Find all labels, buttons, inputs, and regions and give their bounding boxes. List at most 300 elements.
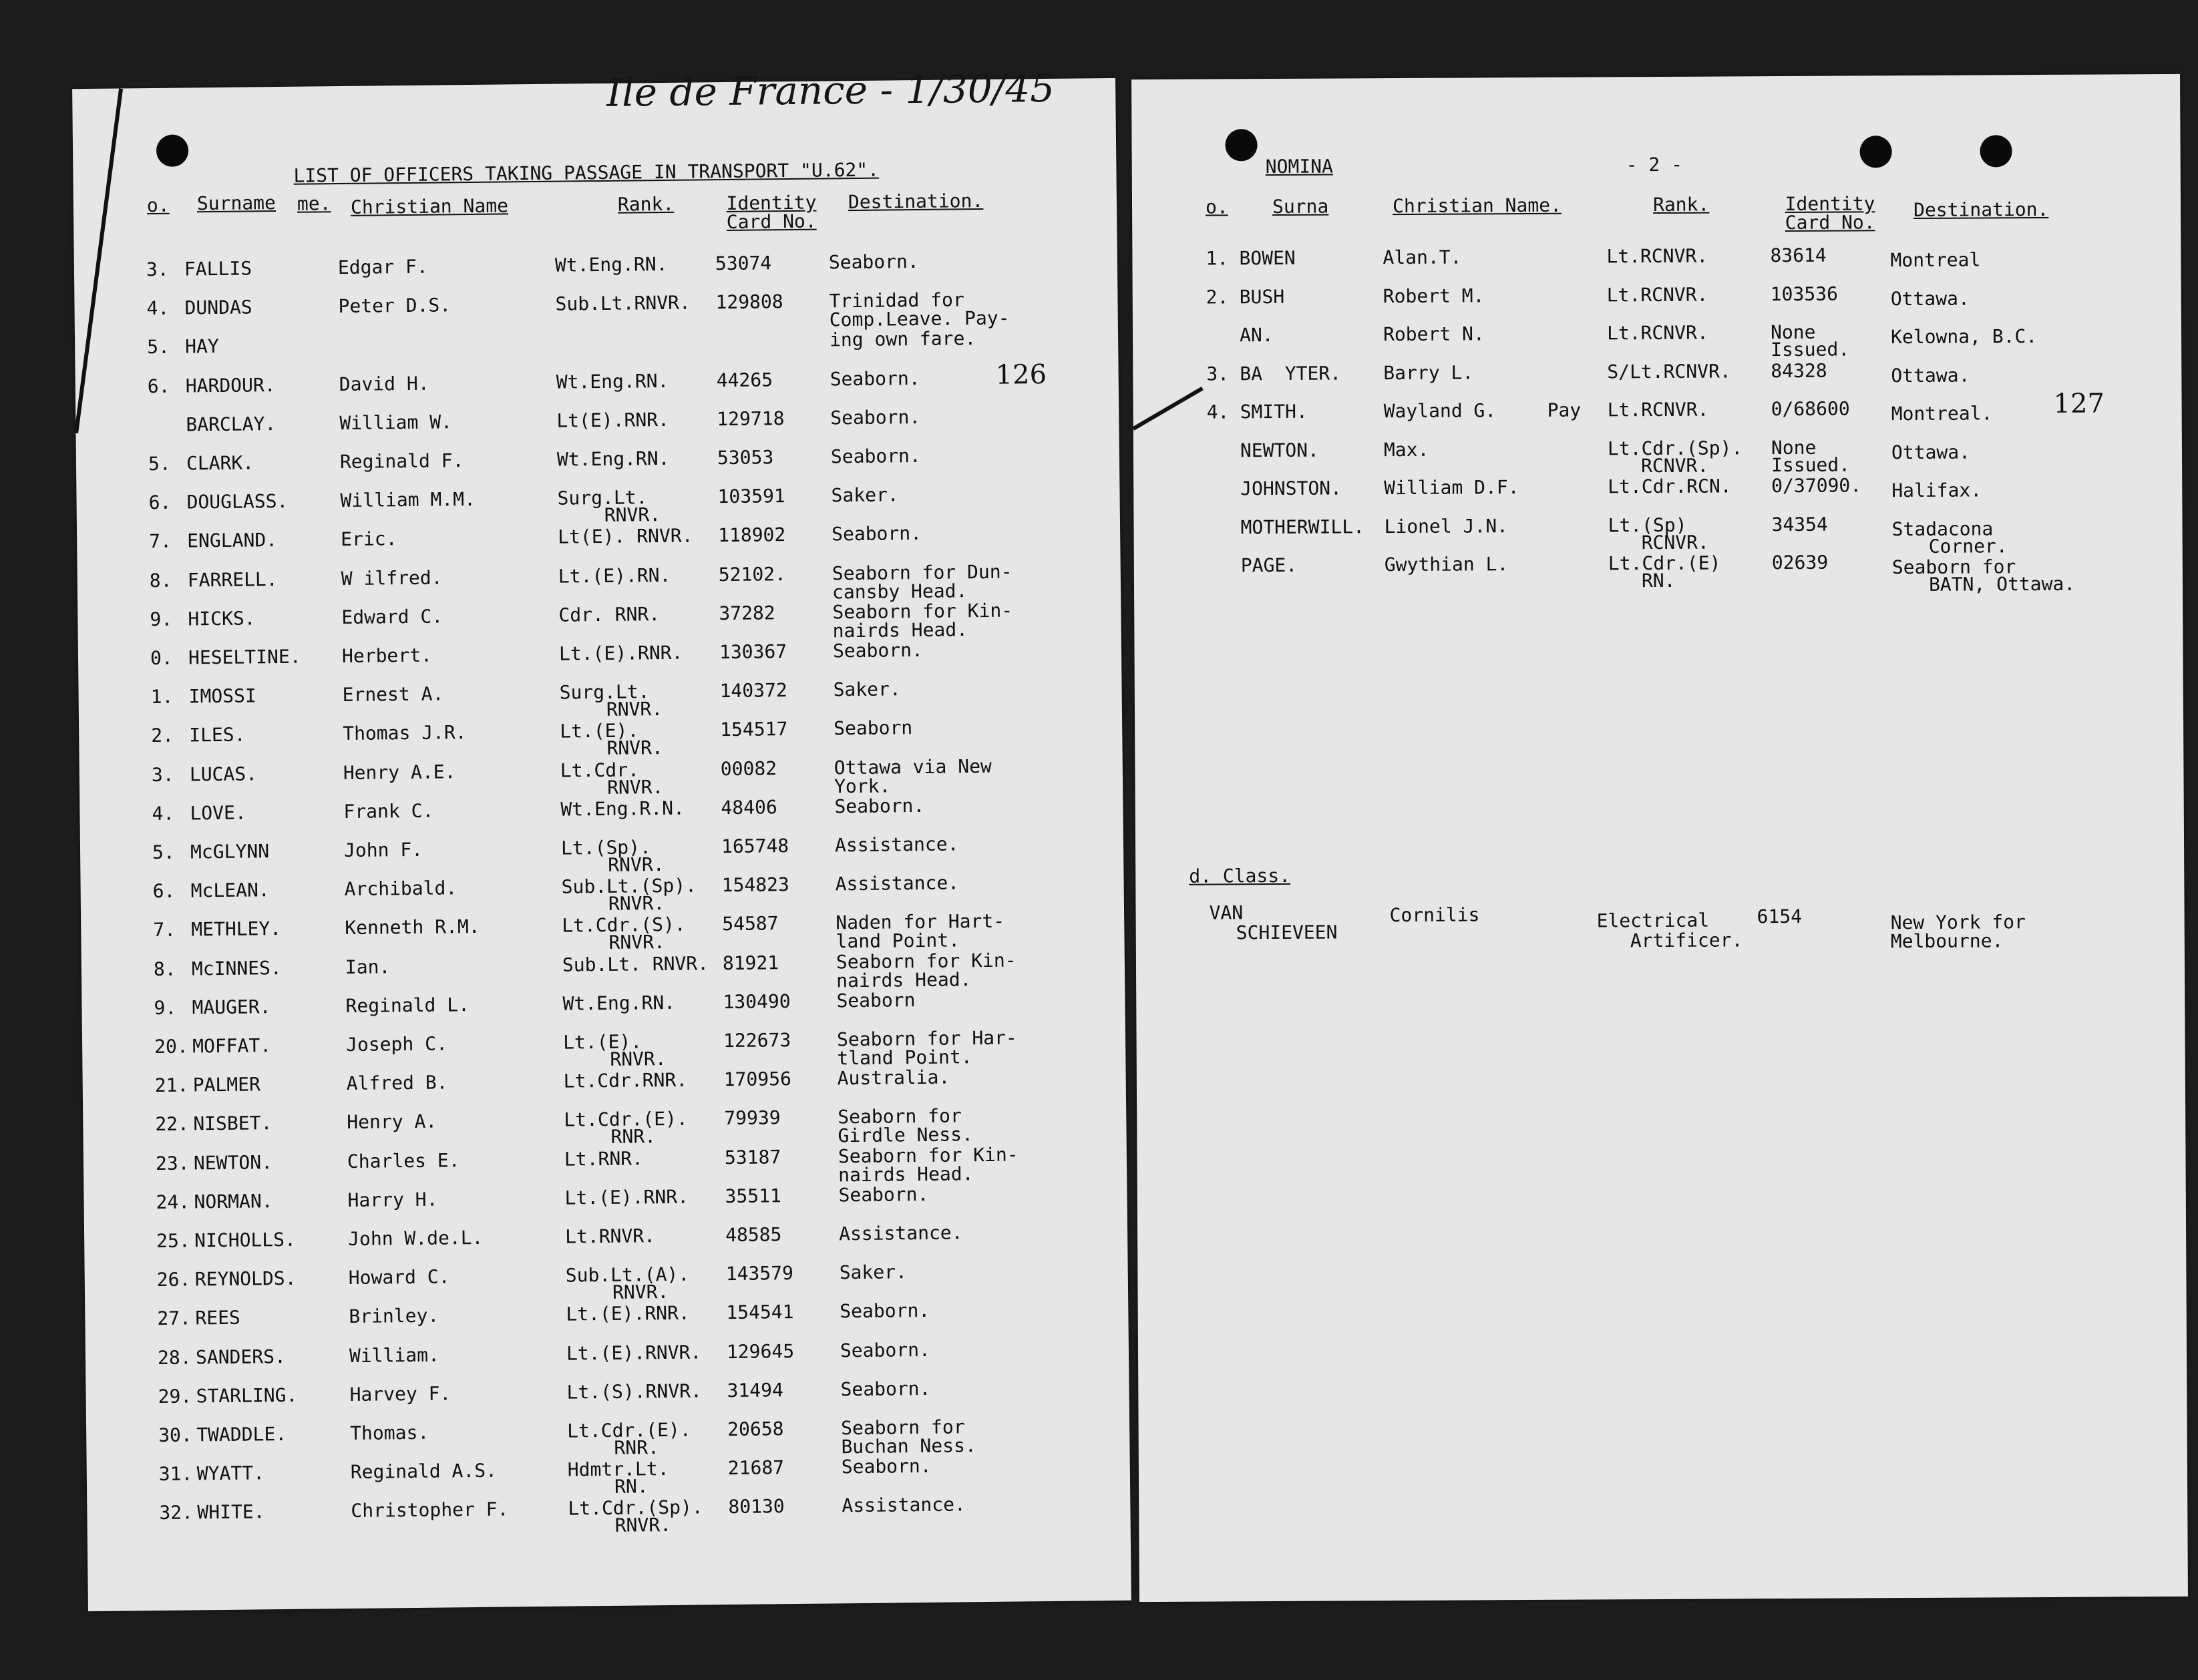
identity-card-cell: 83614 bbox=[1770, 244, 1827, 267]
identity-card-cell: 44265 bbox=[716, 369, 773, 392]
christian-name-cell: W ilfred. bbox=[341, 566, 443, 590]
col-rank-header: Rank. bbox=[617, 192, 675, 216]
rank-cell-cont: RN. bbox=[1641, 569, 1676, 592]
destination-cell-cont: nairds Head. bbox=[836, 968, 972, 992]
rank-cell: Wt.Eng.R.N. bbox=[560, 797, 685, 821]
identity-card-cell: 81921 bbox=[722, 952, 779, 975]
row-number: 29. bbox=[158, 1385, 192, 1408]
rank-cell: Lt.Cdr.(Sp). bbox=[1607, 437, 1743, 460]
rank-cell-cont: RNVR. bbox=[606, 698, 663, 720]
identity-card-cell: 84328 bbox=[1771, 359, 1827, 383]
col-christian-header: Christian Name bbox=[350, 194, 509, 218]
destination-cell: Saker. bbox=[831, 483, 899, 507]
identity-card-cell-cont: Issued. bbox=[1771, 338, 1850, 361]
christian-name-cell: Barry L. bbox=[1383, 361, 1474, 385]
surname-cell: McINNES. bbox=[191, 957, 282, 980]
identity-card-cell: 35511 bbox=[725, 1185, 781, 1208]
identity-card-cell: 48585 bbox=[725, 1223, 782, 1247]
col-surname-header: Surname bbox=[196, 192, 277, 215]
rank-cell: Lt.RCNVR. bbox=[1606, 321, 1708, 345]
destination-cell-cont: tland Point. bbox=[837, 1046, 972, 1070]
surname-cell: BA YTER. bbox=[1240, 362, 1342, 385]
identity-card-cell: 129645 bbox=[726, 1340, 795, 1363]
christian-name-cell: Max. bbox=[1383, 438, 1429, 461]
rank-cell: Lt(E). RNVR. bbox=[557, 524, 693, 548]
col-christian-header: Christian Name. bbox=[1392, 194, 1562, 218]
rank-cell: Lt.Cdr.(E). bbox=[564, 1107, 688, 1131]
destination-cell: Seaborn. bbox=[828, 250, 919, 274]
rank-cell: Surg.Lt. bbox=[559, 680, 650, 704]
destination-cell: Seaborn for Har- bbox=[836, 1026, 1017, 1051]
rank-cell: Lt.RNVR. bbox=[564, 1225, 656, 1248]
surname-cell: WHITE. bbox=[197, 1500, 265, 1524]
destination-cell: Naden for Hart- bbox=[836, 909, 1005, 934]
destination-cell: Assistance. bbox=[834, 833, 959, 857]
surname-cell: HAY bbox=[184, 335, 219, 358]
surname-cell: FALLIS bbox=[184, 257, 252, 280]
christian-name-cell: John F. bbox=[343, 838, 423, 862]
identity-card-cell: 154517 bbox=[720, 718, 788, 741]
surname-cell: SANDERS. bbox=[195, 1345, 287, 1369]
rank-cell: Lt.(Sp). bbox=[560, 836, 652, 859]
surname-cell: MOFFAT. bbox=[192, 1034, 272, 1058]
surname-cell: DOUGLASS. bbox=[186, 489, 289, 513]
folio-number: 126 bbox=[995, 359, 1047, 391]
punch-hole bbox=[156, 134, 189, 167]
christian-name-cell: Charles E. bbox=[347, 1149, 460, 1173]
row-number: 7. bbox=[149, 530, 172, 553]
page-tear bbox=[74, 89, 123, 433]
rank-cell-cont: RNVR. bbox=[614, 1513, 672, 1536]
rank-cell-cont: RNVR. bbox=[612, 1280, 669, 1303]
row-number: 30. bbox=[158, 1424, 192, 1446]
col-rank-header: Rank. bbox=[1652, 193, 1710, 216]
identity-card-cell: 122673 bbox=[723, 1029, 791, 1052]
identity-card-cell: None bbox=[1771, 436, 1817, 459]
destination-cell: Assistance. bbox=[842, 1493, 966, 1517]
rank-cell-cont: RNR. bbox=[610, 1125, 657, 1148]
surname-cell: BARCLAY. bbox=[186, 413, 277, 436]
identity-card-cell: 143579 bbox=[725, 1262, 794, 1285]
christian-name-cell: Ernest A. bbox=[342, 682, 444, 706]
class-heading: d. Class. bbox=[1189, 864, 1291, 887]
row-number: 9. bbox=[150, 608, 173, 631]
identity-card-cell: 53074 bbox=[715, 252, 772, 275]
surname-cell: NISBET. bbox=[193, 1112, 272, 1135]
destination-cell: Seaborn for bbox=[838, 1104, 962, 1128]
rank-cell: Lt.(E).RNR. bbox=[564, 1185, 689, 1209]
destination-cell: Montreal bbox=[1890, 248, 1981, 272]
rank-cell-cont: RNVR. bbox=[608, 853, 665, 876]
identity-card-cell: 103591 bbox=[717, 485, 785, 508]
christian-name-cell: Christopher F. bbox=[351, 1498, 509, 1522]
christian-name-cell: Eric. bbox=[341, 528, 397, 551]
identity-card-cell: 00082 bbox=[720, 757, 777, 781]
surname-cell: LOVE. bbox=[190, 801, 246, 825]
row-number: 4. bbox=[146, 296, 170, 320]
surname-cell: NEWTON. bbox=[193, 1151, 273, 1175]
identity-card-cell: 129718 bbox=[717, 407, 785, 431]
row-number: 6. bbox=[148, 491, 172, 514]
surname-cell: BOWEN bbox=[1239, 246, 1296, 270]
identity-card-cell: 34354 bbox=[1771, 513, 1828, 536]
identity-card-cell: 103536 bbox=[1770, 282, 1838, 306]
row-number: 4. bbox=[1206, 401, 1230, 423]
rank-cell-cont: RN. bbox=[614, 1475, 649, 1498]
identity-card-cell: 48406 bbox=[721, 796, 777, 819]
identity-card-cell: 79939 bbox=[724, 1106, 781, 1130]
identity-card-cell: 31494 bbox=[727, 1379, 784, 1402]
surname-cell: FARRELL. bbox=[187, 568, 278, 592]
rank-cell: Lt.(E). bbox=[560, 719, 639, 743]
surname-cell: NEWTON. bbox=[1240, 439, 1320, 462]
destination-cell: ing own fare. bbox=[829, 327, 976, 351]
identity-card-cell: 21687 bbox=[727, 1456, 785, 1480]
row-number: 21. bbox=[154, 1074, 189, 1097]
row-number: 7. bbox=[153, 918, 176, 941]
identity-card-cell: 37282 bbox=[719, 602, 775, 625]
destination-cell-cont: Buchan Ness. bbox=[841, 1434, 976, 1458]
identity-card-cell: None bbox=[1770, 321, 1816, 344]
destination-cell: Saker. bbox=[839, 1261, 908, 1284]
surname-cell: CLARK. bbox=[186, 451, 254, 475]
rank-cell: S/Lt.RCNVR. bbox=[1607, 360, 1731, 383]
destination-cell: Seaborn. bbox=[838, 1183, 929, 1207]
row-number: 3. bbox=[146, 258, 169, 281]
surname-cell: SMITH. bbox=[1240, 400, 1308, 423]
rank-cell: Wt.Eng.RN. bbox=[562, 991, 676, 1015]
destination-cell-cont: Corner. bbox=[1928, 535, 2008, 558]
rank-cell: Lt.RCNVR. bbox=[1607, 398, 1709, 421]
class-card: 6154 bbox=[1757, 905, 1803, 928]
destination-cell: Seaborn bbox=[836, 989, 916, 1012]
rank-cell: Sub.Lt.RNVR. bbox=[555, 291, 691, 315]
rank-cell: Lt.Cdr.(S). bbox=[562, 913, 686, 937]
destination-cell: Seaborn for Kin- bbox=[838, 1143, 1019, 1168]
destination-cell: Seaborn. bbox=[841, 1454, 932, 1478]
identity-card-cell: 20658 bbox=[727, 1418, 784, 1441]
row-number: 27. bbox=[157, 1307, 192, 1330]
destination-cell: Seaborn bbox=[834, 716, 913, 740]
surname-cell: DUNDAS bbox=[184, 296, 252, 319]
destination-cell: Seaborn for Kin- bbox=[836, 949, 1017, 974]
rank-cell: Wt.Eng.RN. bbox=[554, 252, 668, 276]
rank-cell-cont: RNVR. bbox=[606, 776, 664, 799]
surname-cell: MAUGER. bbox=[192, 996, 271, 1019]
row-number: 31. bbox=[158, 1462, 193, 1485]
identity-card-cell: 118902 bbox=[717, 523, 786, 547]
rank-cell: Cdr. RNR. bbox=[558, 603, 661, 626]
col-identity-header: Identity Card No. bbox=[726, 191, 817, 233]
identity-card-cell: 53053 bbox=[717, 446, 774, 469]
christian-name-cell: Thomas J.R. bbox=[343, 721, 467, 745]
row-number: 5. bbox=[152, 841, 175, 864]
class-christian: Cornilis bbox=[1389, 903, 1480, 927]
rank-cell: Lt(E).RNR. bbox=[556, 408, 670, 432]
col-surname-frag: me. bbox=[297, 192, 331, 215]
identity-card-cell-cont: Issued. bbox=[1771, 453, 1851, 477]
class-destination-cont: Melbourne. bbox=[1890, 929, 2004, 953]
identity-card-cell: 53187 bbox=[724, 1146, 781, 1169]
surname-cell: STARLING. bbox=[196, 1384, 298, 1408]
identity-card-cell: 130490 bbox=[723, 990, 791, 1014]
surname-cell: ENGLAND. bbox=[187, 529, 278, 552]
class-surname: VAN bbox=[1209, 901, 1244, 924]
christian-name-cell: Frank C. bbox=[343, 799, 434, 823]
page-number: - 2 - bbox=[1626, 153, 1683, 176]
destination-cell: Seaborn. bbox=[840, 1338, 930, 1362]
christian-name-cell: Harvey F. bbox=[349, 1382, 451, 1406]
rank-cell: Lt.(S).RNVR. bbox=[566, 1380, 703, 1404]
row-number: 1. bbox=[1206, 247, 1229, 270]
row-number: 6. bbox=[152, 879, 176, 903]
rank-cell: Lt.(E).RNR. bbox=[558, 641, 683, 665]
row-number: 3. bbox=[1206, 363, 1230, 385]
rank-cell: Sub.Lt.(A). bbox=[565, 1263, 690, 1287]
surname-cell: ILES. bbox=[189, 723, 246, 747]
christian-name-cell: Robert N. bbox=[1383, 323, 1485, 346]
rank-cell: Lt.Cdr.(Sp). bbox=[568, 1496, 703, 1520]
class-destination: New York for bbox=[1890, 911, 2026, 934]
surname-cell: McLEAN. bbox=[190, 879, 270, 902]
identity-card-cell: 130367 bbox=[719, 640, 787, 664]
identity-card-cell: 0/68600 bbox=[1771, 397, 1850, 421]
rank-cell: Lt.(E).RNVR. bbox=[566, 1341, 702, 1365]
row-number: 23. bbox=[155, 1152, 190, 1175]
destination-cell: Seaborn for bbox=[1891, 556, 2016, 579]
christian-name-cell: Robert M. bbox=[1383, 284, 1485, 308]
destination-cell: Assistance. bbox=[835, 871, 960, 895]
surname-cell: JOHNSTON. bbox=[1240, 477, 1342, 500]
rank-cell: Lt.Cdr.RCN. bbox=[1608, 475, 1732, 498]
destination-cell: Ottawa via New bbox=[834, 755, 992, 779]
destination-cell: Ottawa. bbox=[1891, 364, 1970, 387]
row-number: 0. bbox=[150, 646, 173, 670]
destination-cell: Seaborn. bbox=[834, 794, 925, 818]
surname-cell: NICHOLLS. bbox=[194, 1228, 297, 1252]
surname-cell: HICKS. bbox=[188, 607, 256, 630]
destination-cell-cont: Comp.Leave. Pay- bbox=[829, 306, 1010, 331]
row-number: 22. bbox=[155, 1112, 190, 1136]
row-number: 1. bbox=[150, 685, 174, 708]
col-no-header: o. bbox=[146, 194, 170, 217]
row-number: 2. bbox=[151, 724, 174, 747]
identity-card-cell: 170956 bbox=[723, 1068, 792, 1091]
class-rank-cont: Artificer. bbox=[1630, 929, 1743, 952]
col-destination-header: Destination. bbox=[848, 189, 984, 214]
rank-cell: Lt.Cdr.RNR. bbox=[563, 1068, 688, 1092]
row-number: 32. bbox=[159, 1501, 194, 1524]
col-identity-header: Identity Card No. bbox=[1785, 192, 1875, 234]
destination-cell: Saker. bbox=[833, 678, 901, 701]
christian-name-cell: John W.de.L. bbox=[347, 1226, 484, 1251]
surname-cell: PALMER bbox=[192, 1073, 261, 1096]
destination-cell: Kelowna, B.C. bbox=[1890, 325, 2038, 349]
christian-name-cell: Harry H. bbox=[347, 1188, 438, 1212]
rank-cell-cont: RNVR. bbox=[610, 1048, 667, 1070]
folio-number: 127 bbox=[2053, 388, 2105, 419]
destination-cell-cont: nairds Head. bbox=[838, 1163, 974, 1187]
christian-name-cell: William W. bbox=[339, 411, 453, 435]
surname-cell: MOTHERWILL. bbox=[1240, 515, 1365, 539]
destination-cell: Seaborn. bbox=[830, 405, 921, 429]
christian-name-cell: William M.M. bbox=[340, 487, 476, 512]
surname-cell: PAGE. bbox=[1240, 554, 1298, 577]
destination-cell: Assistance. bbox=[838, 1221, 963, 1245]
rank-cell: Surg.Lt. bbox=[557, 486, 648, 509]
surname-cell: BUSH bbox=[1239, 285, 1285, 308]
christian-name-cell: Alfred B. bbox=[346, 1071, 448, 1095]
rank-cell: Lt.RCNVR. bbox=[1606, 244, 1708, 268]
row-number: 8. bbox=[153, 958, 176, 981]
rank-cell-cont: RNR. bbox=[614, 1436, 660, 1459]
christian-name-cell: Peter D.S. bbox=[338, 294, 451, 318]
handwritten-note: Ile de France - 1/30/45 bbox=[606, 65, 1055, 116]
row-number: 4. bbox=[152, 802, 175, 825]
surname-cell: HESELTINE. bbox=[188, 645, 301, 669]
christian-name-cell: Joseph C. bbox=[345, 1032, 447, 1056]
row-number: 26. bbox=[156, 1268, 191, 1291]
christian-name-cell: Thomas. bbox=[350, 1421, 429, 1444]
surname-cell: IMOSSI bbox=[188, 684, 256, 708]
surname-cell: AN. bbox=[1239, 324, 1274, 347]
surname-cell: HARDOUR. bbox=[185, 374, 276, 397]
christian-name-cell: Henry A. bbox=[347, 1110, 437, 1134]
rank-cell: Wt.Eng.RN. bbox=[556, 369, 669, 393]
destination-cell: Australia. bbox=[837, 1066, 950, 1090]
christian-name-cell: Gwythian L. bbox=[1384, 553, 1509, 576]
destination-cell: Ottawa. bbox=[1890, 287, 1970, 310]
rank-cell: Lt.RCNVR. bbox=[1606, 283, 1708, 306]
surname-cell: METHLEY. bbox=[191, 917, 282, 941]
identity-card-cell: 154541 bbox=[726, 1301, 794, 1324]
class-surname-cont: SCHIEVEEN bbox=[1236, 921, 1338, 944]
row-number: 20. bbox=[154, 1035, 188, 1058]
rank-prefix-cell: Pay bbox=[1547, 399, 1582, 421]
destination-cell-cont: BATN, Ottawa. bbox=[1928, 572, 2076, 596]
page-tear bbox=[1132, 387, 1204, 431]
destination-cell: Halifax. bbox=[1891, 479, 1982, 502]
destination-cell: Stadacona bbox=[1891, 517, 1994, 541]
rank-cell: Hdmtr.Lt. bbox=[567, 1457, 669, 1481]
christian-name-cell: William D.F. bbox=[1384, 476, 1519, 499]
destination-cell: Seaborn for bbox=[840, 1416, 965, 1440]
punch-hole bbox=[1225, 129, 1257, 161]
punch-hole bbox=[1980, 135, 2012, 167]
destination-cell-cont: cansby Head. bbox=[832, 580, 968, 604]
destination-cell: Seaborn. bbox=[831, 521, 922, 546]
destination-cell: Seaborn. bbox=[832, 638, 924, 662]
identity-card-cell: 0/37090. bbox=[1771, 474, 1862, 497]
christian-name-cell: Wayland G. bbox=[1383, 399, 1497, 423]
row-number: 2. bbox=[1206, 286, 1229, 308]
destination-cell: Seaborn. bbox=[830, 444, 921, 468]
christian-name-cell: Henry A.E. bbox=[343, 761, 456, 785]
christian-name-cell: Lionel J.N. bbox=[1384, 515, 1509, 538]
destination-cell: Seaborn for Dun- bbox=[832, 560, 1013, 585]
rank-cell: Wt.Eng.RN. bbox=[556, 447, 670, 471]
christian-name-cell: Ian. bbox=[345, 956, 391, 979]
christian-name-cell: Kenneth R.M. bbox=[345, 915, 480, 939]
rank-cell: Lt.Cdr. bbox=[560, 759, 640, 782]
identity-card-cell: 140372 bbox=[719, 679, 787, 702]
christian-name-cell: Brinley. bbox=[349, 1304, 439, 1328]
identity-card-cell: 02639 bbox=[1771, 551, 1829, 574]
christian-name-cell: Edgar F. bbox=[337, 255, 428, 279]
destination-cell: Montreal. bbox=[1891, 402, 1993, 425]
surname-cell: LUCAS. bbox=[189, 763, 258, 786]
rank-cell-cont: RNVR. bbox=[608, 892, 665, 915]
right-page bbox=[1131, 74, 2188, 1602]
christian-name-cell: Archibald. bbox=[344, 877, 457, 901]
destination-cell-cont: land Point. bbox=[836, 929, 960, 953]
col-no-header: o. bbox=[1205, 196, 1228, 218]
surname-cell: REYNOLDS. bbox=[194, 1267, 297, 1291]
destination-cell: Seaborn for Kin- bbox=[832, 599, 1013, 624]
document-title-fragment: NOMINA bbox=[1265, 155, 1333, 178]
christian-name-cell: Edward C. bbox=[341, 605, 443, 629]
rank-cell: Lt.(E). bbox=[562, 1030, 643, 1054]
rank-cell: Lt.Cdr.(E) bbox=[1608, 552, 1721, 575]
destination-cell: Seaborn. bbox=[840, 1299, 930, 1323]
row-number: 25. bbox=[156, 1229, 190, 1253]
col-destination-header: Destination. bbox=[1913, 198, 2049, 221]
destination-cell-cont: York. bbox=[834, 775, 891, 798]
class-rank: Electrical bbox=[1596, 909, 1710, 932]
identity-card-cell: 54587 bbox=[722, 912, 779, 935]
rank-cell-cont: RNVR. bbox=[606, 737, 663, 759]
christian-name-cell: David H. bbox=[339, 372, 429, 396]
christian-name-cell: Howard C. bbox=[348, 1265, 450, 1289]
rank-cell-cont: RNVR. bbox=[608, 931, 665, 954]
identity-card-cell: 80130 bbox=[728, 1495, 785, 1518]
destination-cell: Trinidad for bbox=[829, 288, 964, 312]
rank-cell: Lt.(Sp) bbox=[1608, 513, 1687, 537]
row-number: 9. bbox=[154, 996, 177, 1020]
christian-name-cell: Reginald L. bbox=[345, 994, 470, 1018]
row-number: 28. bbox=[157, 1346, 192, 1370]
rank-cell: Lt.(E).RNR. bbox=[566, 1301, 690, 1325]
surname-cell: NORMAN. bbox=[194, 1190, 273, 1213]
christian-name-cell: Herbert. bbox=[341, 644, 433, 668]
destination-cell-cont: Girdle Ness. bbox=[838, 1123, 974, 1147]
destination-cell: Ottawa. bbox=[1891, 441, 1971, 464]
row-number: 8. bbox=[149, 569, 172, 592]
punch-hole bbox=[1859, 136, 1891, 168]
rank-cell: Lt.Cdr.(E). bbox=[567, 1418, 691, 1442]
rank-cell-cont: RCNVR. bbox=[1641, 531, 1709, 554]
surname-cell: REES bbox=[195, 1306, 240, 1329]
identity-card-cell: 52102. bbox=[718, 563, 787, 586]
rank-cell: Lt.RNR. bbox=[564, 1147, 644, 1171]
rank-cell-cont: RNVR. bbox=[604, 503, 661, 526]
row-number: 6. bbox=[147, 375, 170, 398]
destination-cell: Seaborn. bbox=[830, 367, 920, 391]
col-surname-header: Surna bbox=[1272, 195, 1329, 218]
row-number: 3. bbox=[151, 763, 174, 787]
identity-card-cell: 165748 bbox=[721, 835, 789, 858]
christian-name-cell: Alan.T. bbox=[1383, 246, 1462, 269]
identity-card-cell: 154823 bbox=[721, 873, 789, 897]
surname-cell: WYATT. bbox=[196, 1462, 265, 1485]
left-page bbox=[72, 65, 1131, 1611]
rank-cell-cont: RCNVR. bbox=[1640, 454, 1709, 477]
surname-cell: TWADDLE. bbox=[196, 1422, 287, 1446]
row-number: 5. bbox=[146, 335, 170, 359]
identity-card-cell: 129808 bbox=[715, 290, 783, 314]
document-title: LIST OF OFFICERS TAKING PASSAGE IN TRANSPORT "U.62". bbox=[293, 158, 880, 187]
christian-name-cell: Reginald F. bbox=[339, 449, 464, 473]
